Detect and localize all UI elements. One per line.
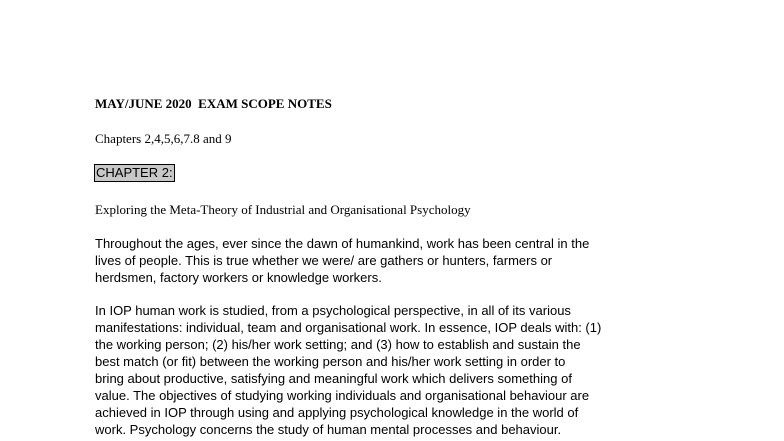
paragraph-line: Throughout the ages, ever since the dawn of humankind, work has been central in the — [95, 236, 590, 251]
paragraph-line: achieved in IOP through using and applying psychological knowledge in the world of — [95, 405, 579, 420]
paragraph-line: herdsmen, factory workers or knowledge workers. — [95, 270, 382, 285]
chapter-heading-selected[interactable]: CHAPTER 2: — [96, 165, 173, 180]
paragraph-1 — [95, 235, 589, 286]
paragraph-line: lives of people. This is true whether we were/ are gathers or hunters, farmers or — [95, 253, 553, 268]
paragraph-line: the working person; (2) his/her work setting; and (3) how to establish and sustain the — [95, 337, 581, 352]
document-title: MAY/JUNE 2020 EXAM SCOPE NOTES — [95, 96, 332, 111]
paragraph-line: manifestations: individual, team and organisational work. In essence, IOP deals with: (1) — [95, 320, 602, 335]
paragraph-2 — [95, 302, 601, 438]
paragraph-line: best match (or fit) between the working person and his/her work setting in order to — [95, 354, 566, 369]
paragraph-line: bring about productive, satisfying and meaningful work which delivers something of — [95, 371, 572, 386]
paragraph-line: In IOP human work is studied, from a psychological perspective, in all of its various — [95, 303, 571, 318]
paragraph-line: work. Psychology concerns the study of human mental processes and behaviour. — [95, 422, 562, 437]
paragraph-line: value. The objectives of studying working individuals and organisational behaviour are — [95, 388, 590, 403]
chapter-subtitle: Exploring the Meta-Theory of Industrial and Organisational Psychology — [95, 202, 471, 217]
chapters-scope: Chapters 2,4,5,6,7.8 and 9 — [95, 131, 232, 146]
